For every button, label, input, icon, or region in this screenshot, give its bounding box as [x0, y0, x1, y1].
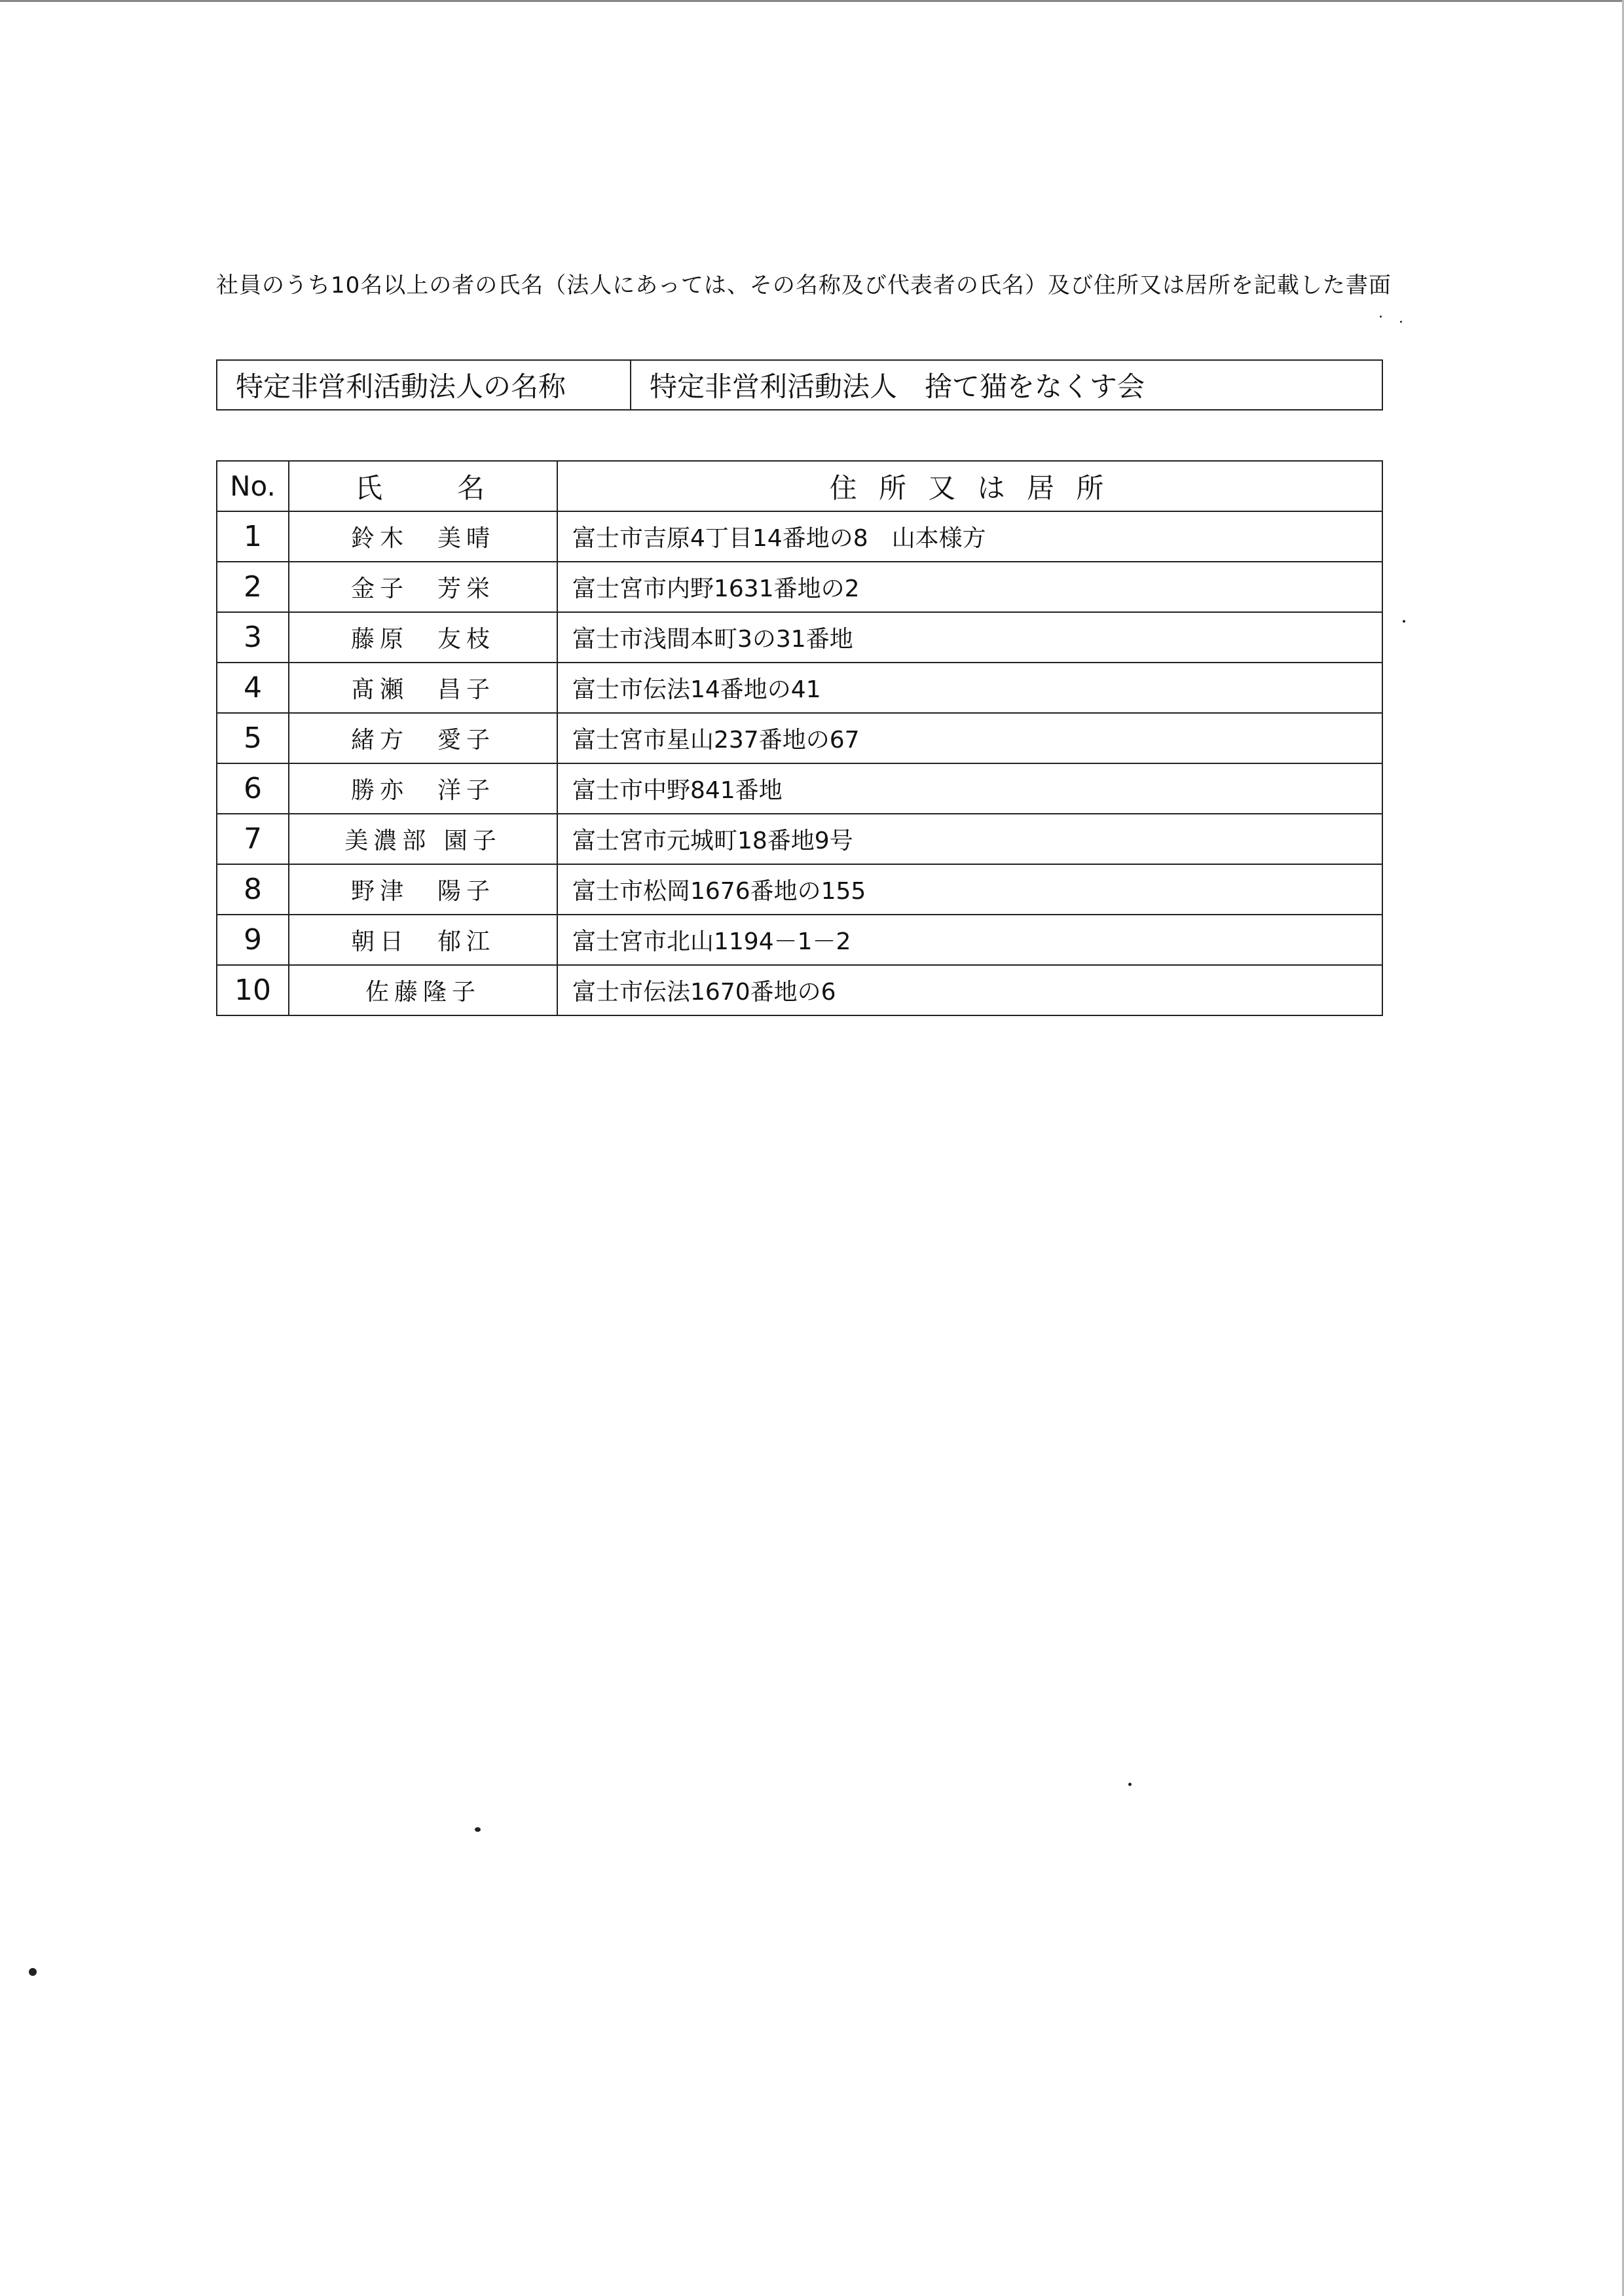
- row-name: 野津 陽子: [289, 864, 557, 915]
- row-no: 10: [217, 965, 289, 1015]
- row-name: 緒方 愛子: [289, 713, 557, 763]
- table-row: [217, 713, 1382, 763]
- row-address: 富士宮市北山1194－1－2: [557, 915, 1382, 965]
- row-address: 富士宮市内野1631番地の2: [557, 562, 1382, 612]
- row-no: 4: [217, 663, 289, 713]
- members-table-header: [217, 461, 1382, 511]
- row-no: 6: [217, 763, 289, 814]
- row-name: 美濃部 園子: [289, 814, 557, 864]
- table-row: [217, 763, 1382, 814]
- scan-speck: [1380, 316, 1382, 318]
- corporation-name-label: 特定非営利活動法人の名称: [217, 360, 631, 410]
- members-table: [216, 460, 1383, 1016]
- row-address: 富士市吉原4丁目14番地の8 山本様方: [557, 511, 1382, 562]
- table-row: [217, 814, 1382, 864]
- row-no: 7: [217, 814, 289, 864]
- scan-speck: [1403, 620, 1405, 623]
- row-no: 3: [217, 612, 289, 663]
- row-no: 9: [217, 915, 289, 965]
- row-address: 富士市松岡1676番地の155: [557, 864, 1382, 915]
- row-address: 富士市中野841番地: [557, 763, 1382, 814]
- table-row: [217, 511, 1382, 562]
- row-address: 富士宮市元城町18番地9号: [557, 814, 1382, 864]
- document-heading: 社員のうち10名以上の者の氏名（法人にあっては、その名称及び代表者の氏名）及び住所又は居所を記載した書面: [216, 272, 1392, 299]
- table-row: [217, 562, 1382, 612]
- table-row: [217, 965, 1382, 1015]
- table-row: [217, 612, 1382, 663]
- corporation-name-value: 特定非営利活動法人 捨て猫をなくす会: [631, 360, 1382, 410]
- scan-speck: [29, 1968, 37, 1976]
- table-row: [217, 663, 1382, 713]
- row-no: 1: [217, 511, 289, 562]
- scan-speck: [475, 1827, 481, 1832]
- row-address: 富士宮市星山237番地の67: [557, 713, 1382, 763]
- scan-speck: [1400, 321, 1402, 323]
- corporation-name-table: [216, 359, 1383, 410]
- table-row: [217, 915, 1382, 965]
- row-name: 鈴木 美晴: [289, 511, 557, 562]
- corporation-name-row: [217, 360, 1382, 410]
- row-address: 富士市伝法1670番地の6: [557, 965, 1382, 1015]
- header-address: 住 所 又 は 居 所: [557, 461, 1382, 511]
- header-name: 氏 名: [289, 461, 557, 511]
- row-name: 髙瀬 昌子: [289, 663, 557, 713]
- table-row: [217, 864, 1382, 915]
- scan-speck: [1128, 1783, 1132, 1786]
- row-name: 藤原 友枝: [289, 612, 557, 663]
- row-address: 富士市伝法14番地の41: [557, 663, 1382, 713]
- row-no: 5: [217, 713, 289, 763]
- row-name: 佐藤隆子: [289, 965, 557, 1015]
- scan-edge-top: [0, 0, 1624, 2]
- header-no: No.: [217, 461, 289, 511]
- row-no: 8: [217, 864, 289, 915]
- row-address: 富士市浅間本町3の31番地: [557, 612, 1382, 663]
- row-name: 金子 芳栄: [289, 562, 557, 612]
- row-name: 朝日 郁江: [289, 915, 557, 965]
- row-no: 2: [217, 562, 289, 612]
- row-name: 勝亦 洋子: [289, 763, 557, 814]
